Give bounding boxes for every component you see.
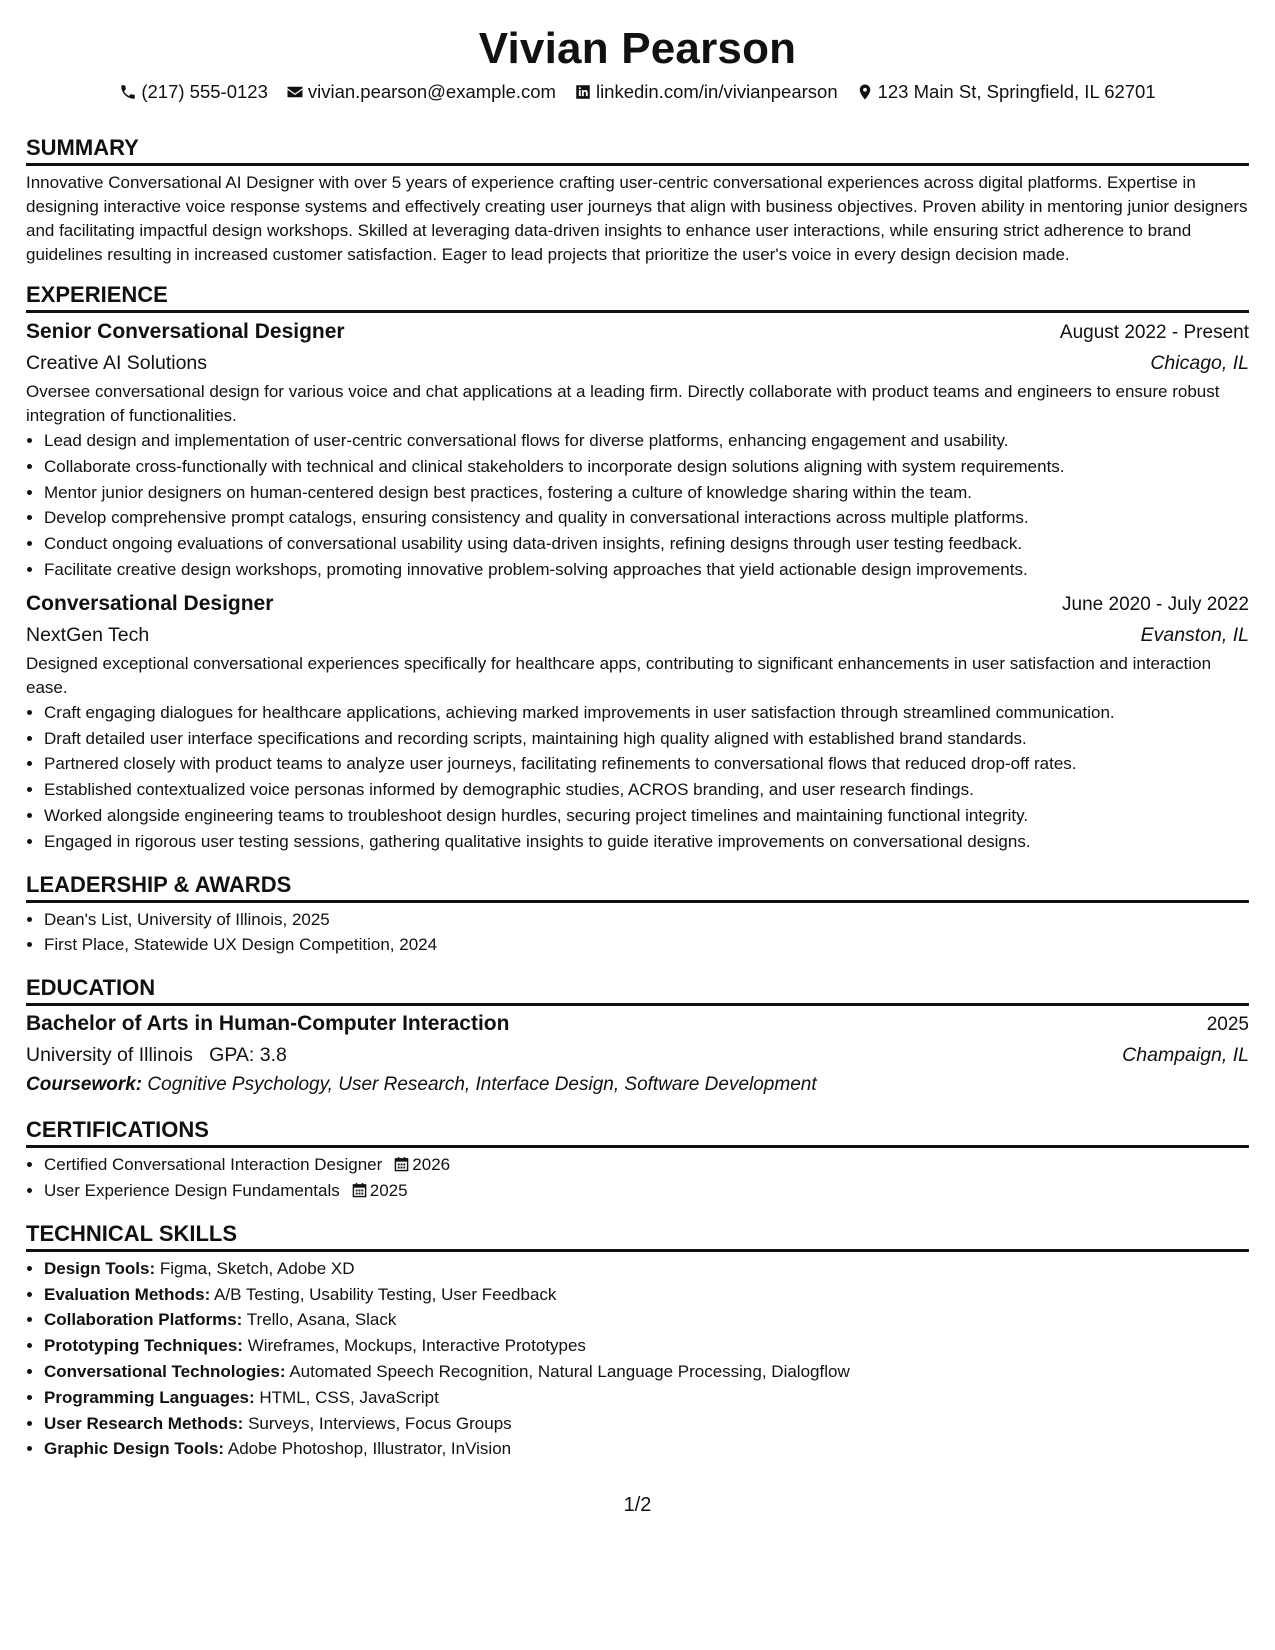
list-item xyxy=(44,1178,1249,1204)
list-item xyxy=(44,1411,1249,1437)
leadership-list xyxy=(26,907,1249,959)
skills-section xyxy=(26,1220,1249,1462)
phone-text: (217) 555-0123 xyxy=(141,81,268,102)
certification-name: Certified Conversational Interaction Designer xyxy=(44,1155,383,1175)
contact-address xyxy=(856,80,1156,104)
coursework-text: Cognitive Psychology, User Research, Interface Design, Software Development xyxy=(147,1074,817,1096)
leadership-heading: LEADERSHIP & AWARDS xyxy=(26,871,1249,903)
experience-section xyxy=(26,281,1249,855)
contact-bar xyxy=(26,80,1249,104)
leadership-section xyxy=(26,871,1249,959)
skills-heading: TECHNICAL SKILLS xyxy=(26,1220,1249,1252)
linkedin-icon xyxy=(574,83,592,101)
skills-list xyxy=(26,1256,1249,1462)
job-description: Designed exceptional conversational experiences specifically for healthcare apps, contributing to significant enhancements in user satisfaction and interaction ease. xyxy=(26,653,1212,697)
degree-title: Bachelor of Arts in Human-Computer Interaction xyxy=(26,1012,510,1036)
certifications-heading: CERTIFICATIONS xyxy=(26,1116,1249,1148)
list-item: • Lead design and implementation of user-centric conversational flows for diverse platforms, enhancing engagement and usability. xyxy=(44,428,1249,454)
graduation-year: 2025 xyxy=(1206,1014,1249,1036)
gpa: GPA: 3.8 xyxy=(209,1044,287,1067)
summary-heading: SUMMARY xyxy=(26,134,1249,166)
list-item: • Established contextualized voice personas informed by demographic studies, ACROS branding, and user research findings. xyxy=(44,777,1249,803)
contact-phone[interactable] xyxy=(119,80,268,104)
job-location: Evanston, IL xyxy=(1140,623,1249,646)
skill-label: User Research Methods: xyxy=(44,1413,244,1433)
email-text: vivian.pearson@example.com xyxy=(307,81,556,102)
skill-label: Conversational Technologies: xyxy=(44,1361,286,1381)
list-item: • Develop comprehensive prompt catalogs, ensuring consistency and quality in conversational interactions across multiple platforms. xyxy=(44,505,1249,531)
list-item xyxy=(44,1436,1249,1462)
summary-text: Innovative Conversational AI Designer with over 5 years of experience crafting user-centric conversational experiences across digital platforms. Expertise in designing interactive voice response systems and effectively creating user journeys that align with business objectives. Proven ability in mentoring junior designers and facilitating impactful design workshops. Skilled at leveraging data-driven insights to enhance user interactions, while ensuring strict adherence to brand guidelines resulting in increased customer satisfaction. Eager to lead projects that prioritize the user's voice in every design decision made. xyxy=(26,173,1248,264)
list-item: • Engaged in rigorous user testing sessions, gathering qualitative insights to guide iterative improvements on conversational designs. xyxy=(44,829,1249,855)
envelope-icon xyxy=(286,83,304,101)
certifications-section xyxy=(26,1116,1249,1204)
job-bullets xyxy=(26,428,1249,583)
school-location: Champaign, IL xyxy=(1122,1044,1249,1067)
candidate-name: Vivian Pearson xyxy=(478,24,797,73)
job-date: June 2020 - July 2022 xyxy=(1062,593,1249,615)
list-item: • Draft detailed user interface specifications and recording scripts, maintaining high quality aligned with established brand standards. xyxy=(44,726,1249,752)
certification-year: 2025 xyxy=(369,1180,408,1200)
list-item: • Partnered closely with product teams to analyze user journeys, facilitating refinements to conversational flows that reduced drop-off rates. xyxy=(44,751,1249,777)
job-title: Conversational Designer xyxy=(26,591,274,615)
list-item xyxy=(44,1359,1249,1385)
linkedin-text: linkedin.com/in/vivianpearson xyxy=(595,81,838,102)
coursework-line xyxy=(26,1070,1249,1099)
list-item: • First Place, Statewide UX Design Competition, 2024 xyxy=(44,932,1249,958)
school-name: University of Illinois xyxy=(26,1044,193,1067)
list-item xyxy=(44,1152,1249,1178)
certification-year: 2026 xyxy=(412,1155,451,1175)
job-entry xyxy=(26,317,1249,583)
job-location: Chicago, IL xyxy=(1150,352,1249,374)
summary-section xyxy=(26,134,1249,267)
map-pin-icon xyxy=(856,83,874,101)
skill-value: A/B Testing, Usability Testing, User Feedback xyxy=(214,1284,557,1304)
skill-label: Collaboration Platforms: xyxy=(44,1310,243,1330)
skill-label: Prototyping Techniques: xyxy=(44,1336,243,1356)
list-item: • Craft engaging dialogues for healthcare applications, achieving marked improvements in user satisfaction through streamlined communication. xyxy=(44,700,1249,726)
skill-label: Evaluation Methods: xyxy=(44,1284,211,1304)
list-item xyxy=(44,1333,1249,1359)
resume-page xyxy=(26,0,1249,1650)
skill-value: Automated Speech Recognition, Natural Language Processing, Dialogflow xyxy=(289,1361,850,1381)
list-item xyxy=(44,1282,1249,1308)
skill-value: Surveys, Interviews, Focus Groups xyxy=(248,1413,512,1433)
list-item: • Mentor junior designers on human-centered design best practices, fostering a culture of knowledge sharing within the team. xyxy=(44,480,1249,506)
contact-linkedin[interactable] xyxy=(574,80,838,104)
calendar-icon xyxy=(352,1182,367,1198)
certifications-list xyxy=(26,1152,1249,1204)
skill-value: Adobe Photoshop, Illustrator, InVision xyxy=(227,1439,512,1459)
job-bullets xyxy=(26,700,1249,855)
phone-icon xyxy=(119,83,137,101)
job-date: August 2022 - Present xyxy=(1059,322,1249,343)
education-section xyxy=(26,974,1249,1099)
job-company: NextGen Tech xyxy=(26,623,150,646)
job-description: Oversee conversational design for various voice and chat applications at a leading firm. Directly collaborate with product teams and engineers to ensure robust integration of functionalities. xyxy=(26,382,1220,425)
skill-value: HTML, CSS, JavaScript xyxy=(259,1387,439,1407)
list-item: • Worked alongside engineering teams to troubleshoot design hurdles, securing project timelines and maintaining functional integrity. xyxy=(44,803,1249,829)
job-title: Senior Conversational Designer xyxy=(26,320,345,343)
job-entry xyxy=(26,589,1249,855)
page-number: 1/2 xyxy=(623,1494,652,1516)
skill-label: Graphic Design Tools: xyxy=(44,1439,225,1459)
coursework-label: Coursework: xyxy=(26,1074,143,1096)
list-item: • Dean's List, University of Illinois, 2025 xyxy=(44,907,1249,933)
skill-value: Wireframes, Mockups, Interactive Prototypes xyxy=(247,1336,586,1356)
list-item xyxy=(44,1307,1249,1333)
skill-value: Trello, Asana, Slack xyxy=(246,1310,397,1330)
certification-name: User Experience Design Fundamentals xyxy=(44,1180,340,1200)
job-company: Creative AI Solutions xyxy=(26,352,208,374)
experience-heading: EXPERIENCE xyxy=(26,281,1249,313)
education-heading: EDUCATION xyxy=(26,974,1249,1006)
calendar-icon xyxy=(394,1156,409,1172)
list-item: • Collaborate cross-functionally with technical and clinical stakeholders to incorporate design solutions aligning with system requirements. xyxy=(44,454,1249,480)
skill-label: Programming Languages: xyxy=(44,1387,255,1407)
list-item xyxy=(44,1256,1249,1282)
skill-label: Design Tools: xyxy=(44,1258,156,1278)
address-text: 123 Main St, Springfield, IL 62701 xyxy=(877,81,1156,102)
list-item: • Conduct ongoing evaluations of conversational usability using data-driven insights, refining designs through user testing feedback. xyxy=(44,531,1249,557)
contact-email[interactable] xyxy=(286,80,556,104)
list-item xyxy=(44,1385,1249,1411)
skill-value: Figma, Sketch, Adobe XD xyxy=(159,1258,355,1278)
list-item: • Facilitate creative design workshops, promoting innovative problem-solving approaches that yield actionable design improvements. xyxy=(44,557,1249,583)
